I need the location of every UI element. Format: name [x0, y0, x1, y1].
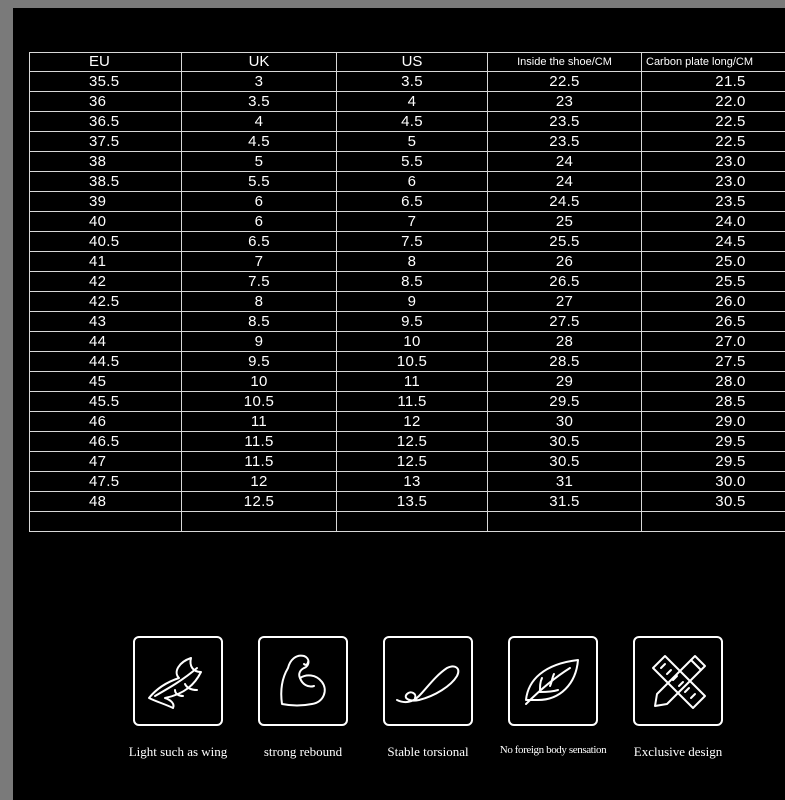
cell-inside-shoe-cm: 27	[488, 292, 642, 312]
size-row	[30, 92, 785, 112]
cell-uk: 11.5	[182, 452, 337, 472]
cell-inside-shoe-cm: 29	[488, 372, 642, 392]
cell-carbon-plate-cm: 24.0	[642, 212, 785, 232]
size-row	[30, 172, 785, 192]
cell-inside-shoe-cm: 24	[488, 172, 642, 192]
size-row	[30, 472, 785, 492]
size-row	[30, 212, 785, 232]
cell-uk: 6	[182, 212, 337, 232]
feature-label: strong rebound	[263, 744, 343, 759]
cell-inside-shoe-cm: 26.5	[488, 272, 642, 292]
cell-inside-shoe-cm: 28	[488, 332, 642, 352]
size-row	[30, 312, 785, 332]
ruler-pencil-icon	[633, 636, 723, 726]
cell-inside-shoe-cm: 29.5	[488, 392, 642, 412]
cell-us: 8.5	[337, 272, 488, 292]
cell-eu: 46	[30, 412, 182, 432]
cell-eu: 40.5	[30, 232, 182, 252]
cell-us: 7.5	[337, 232, 488, 252]
cell-uk: 11.5	[182, 432, 337, 452]
cell-eu: 36.5	[30, 112, 182, 132]
cell-carbon-plate-cm: 23.0	[642, 172, 785, 192]
cell-carbon-plate-cm: 29.0	[642, 412, 785, 432]
size-row	[30, 132, 785, 152]
cell-us: 12.5	[337, 432, 488, 452]
size-chart-header-row	[30, 53, 785, 72]
cell-us: 4	[337, 92, 488, 112]
cell-carbon-plate-cm: 22.5	[642, 112, 785, 132]
cell-us: 5	[337, 132, 488, 152]
cell-carbon-plate-cm: 27.0	[642, 332, 785, 352]
cell-eu: 44.5	[30, 352, 182, 372]
feature-label: No foreign body sensation	[499, 744, 607, 756]
empty-cell	[488, 512, 642, 532]
cell-inside-shoe-cm: 30.5	[488, 452, 642, 472]
cell-uk: 11	[182, 412, 337, 432]
cell-us: 7	[337, 212, 488, 232]
feather-icon	[133, 636, 223, 726]
cell-carbon-plate-cm: 23.5	[642, 192, 785, 212]
size-chart-table	[29, 52, 785, 532]
cell-eu: 44	[30, 332, 182, 352]
size-chart-body	[30, 72, 785, 532]
cell-inside-shoe-cm: 26	[488, 252, 642, 272]
header-carbon-plate-cm: Carbon plate long/CM	[642, 53, 785, 72]
cell-uk: 4	[182, 112, 337, 132]
cell-us: 12.5	[337, 452, 488, 472]
size-row	[30, 192, 785, 212]
cell-uk: 6.5	[182, 232, 337, 252]
cell-us: 12	[337, 412, 488, 432]
cell-eu: 42.5	[30, 292, 182, 312]
header-inside-shoe-cm: Inside the shoe/CM	[488, 53, 642, 72]
cell-inside-shoe-cm: 23.5	[488, 112, 642, 132]
cell-carbon-plate-cm: 26.5	[642, 312, 785, 332]
cell-uk: 5.5	[182, 172, 337, 192]
cell-eu: 40	[30, 212, 182, 232]
flexed-arm-icon	[258, 636, 348, 726]
cell-uk: 9	[182, 332, 337, 352]
cell-carbon-plate-cm: 25.0	[642, 252, 785, 272]
feature-light	[118, 636, 238, 776]
cell-inside-shoe-cm: 24.5	[488, 192, 642, 212]
cell-eu: 48	[30, 492, 182, 512]
cell-us: 11.5	[337, 392, 488, 412]
cell-uk: 6	[182, 192, 337, 212]
cell-us: 3.5	[337, 72, 488, 92]
cell-us: 10.5	[337, 352, 488, 372]
cell-us: 5.5	[337, 152, 488, 172]
cell-eu: 41	[30, 252, 182, 272]
cell-eu: 47.5	[30, 472, 182, 492]
cell-uk: 4.5	[182, 132, 337, 152]
feature-label: Stable torsional	[387, 744, 469, 759]
cell-uk: 10.5	[182, 392, 337, 412]
window-frame-top	[0, 0, 785, 8]
twisted-sole-icon	[383, 636, 473, 726]
size-row	[30, 432, 785, 452]
cell-us: 13	[337, 472, 488, 492]
cell-us: 13.5	[337, 492, 488, 512]
header-uk: UK	[182, 53, 337, 72]
feature-no-foreign-body	[493, 636, 613, 776]
header-eu: EU	[30, 53, 182, 72]
cell-inside-shoe-cm: 25	[488, 212, 642, 232]
cell-inside-shoe-cm: 30	[488, 412, 642, 432]
feature-exclusive-design	[618, 636, 738, 776]
cell-eu: 45.5	[30, 392, 182, 412]
cell-us: 6.5	[337, 192, 488, 212]
window-frame-left	[0, 0, 13, 800]
cell-inside-shoe-cm: 23	[488, 92, 642, 112]
cell-eu: 35.5	[30, 72, 182, 92]
size-row-spacer	[30, 512, 785, 532]
cell-carbon-plate-cm: 25.5	[642, 272, 785, 292]
cell-inside-shoe-cm: 23.5	[488, 132, 642, 152]
cell-inside-shoe-cm: 27.5	[488, 312, 642, 332]
cell-uk: 5	[182, 152, 337, 172]
cell-carbon-plate-cm: 22.0	[642, 92, 785, 112]
cell-inside-shoe-cm: 31	[488, 472, 642, 492]
cell-eu: 43	[30, 312, 182, 332]
feature-torsional	[368, 636, 488, 776]
cell-inside-shoe-cm: 25.5	[488, 232, 642, 252]
cell-us: 9	[337, 292, 488, 312]
cell-us: 10	[337, 332, 488, 352]
cell-eu: 38	[30, 152, 182, 172]
cell-eu: 42	[30, 272, 182, 292]
cell-carbon-plate-cm: 27.5	[642, 352, 785, 372]
cell-carbon-plate-cm: 29.5	[642, 432, 785, 452]
cell-carbon-plate-cm: 28.0	[642, 372, 785, 392]
cell-eu: 38.5	[30, 172, 182, 192]
size-row	[30, 412, 785, 432]
size-row	[30, 352, 785, 372]
cell-carbon-plate-cm: 26.0	[642, 292, 785, 312]
cell-uk: 7.5	[182, 272, 337, 292]
empty-cell	[642, 512, 785, 532]
cell-carbon-plate-cm: 30.0	[642, 472, 785, 492]
empty-cell	[337, 512, 488, 532]
header-us: US	[337, 53, 488, 72]
cell-eu: 36	[30, 92, 182, 112]
cell-uk: 12.5	[182, 492, 337, 512]
size-row	[30, 292, 785, 312]
cell-uk: 7	[182, 252, 337, 272]
size-row	[30, 232, 785, 252]
feature-label: Exclusive design	[633, 744, 723, 759]
cell-us: 11	[337, 372, 488, 392]
cell-uk: 3	[182, 72, 337, 92]
cell-uk: 8	[182, 292, 337, 312]
cell-carbon-plate-cm: 23.0	[642, 152, 785, 172]
cell-uk: 12	[182, 472, 337, 492]
size-row	[30, 152, 785, 172]
cell-eu: 47	[30, 452, 182, 472]
cell-eu: 37.5	[30, 132, 182, 152]
cell-us: 8	[337, 252, 488, 272]
size-row	[30, 252, 785, 272]
cell-eu: 45	[30, 372, 182, 392]
size-row	[30, 492, 785, 512]
empty-cell	[30, 512, 182, 532]
cell-carbon-plate-cm: 28.5	[642, 392, 785, 412]
size-row	[30, 72, 785, 92]
cell-inside-shoe-cm: 30.5	[488, 432, 642, 452]
cell-inside-shoe-cm: 28.5	[488, 352, 642, 372]
size-row	[30, 272, 785, 292]
feature-icons-row	[118, 636, 758, 776]
cell-inside-shoe-cm: 31.5	[488, 492, 642, 512]
size-row	[30, 392, 785, 412]
cell-uk: 10	[182, 372, 337, 392]
cell-uk: 3.5	[182, 92, 337, 112]
size-row	[30, 452, 785, 472]
cell-carbon-plate-cm: 30.5	[642, 492, 785, 512]
feature-label: Light such as wing	[128, 744, 228, 759]
cell-carbon-plate-cm: 29.5	[642, 452, 785, 472]
empty-cell	[182, 512, 337, 532]
cell-carbon-plate-cm: 21.5	[642, 72, 785, 92]
cell-carbon-plate-cm: 24.5	[642, 232, 785, 252]
cell-carbon-plate-cm: 22.5	[642, 132, 785, 152]
leaf-icon	[508, 636, 598, 726]
cell-us: 4.5	[337, 112, 488, 132]
cell-inside-shoe-cm: 24	[488, 152, 642, 172]
cell-eu: 46.5	[30, 432, 182, 452]
cell-eu: 39	[30, 192, 182, 212]
size-row	[30, 112, 785, 132]
size-row	[30, 332, 785, 352]
size-row	[30, 372, 785, 392]
cell-us: 6	[337, 172, 488, 192]
cell-uk: 8.5	[182, 312, 337, 332]
cell-us: 9.5	[337, 312, 488, 332]
cell-inside-shoe-cm: 22.5	[488, 72, 642, 92]
feature-rebound	[243, 636, 363, 776]
cell-uk: 9.5	[182, 352, 337, 372]
